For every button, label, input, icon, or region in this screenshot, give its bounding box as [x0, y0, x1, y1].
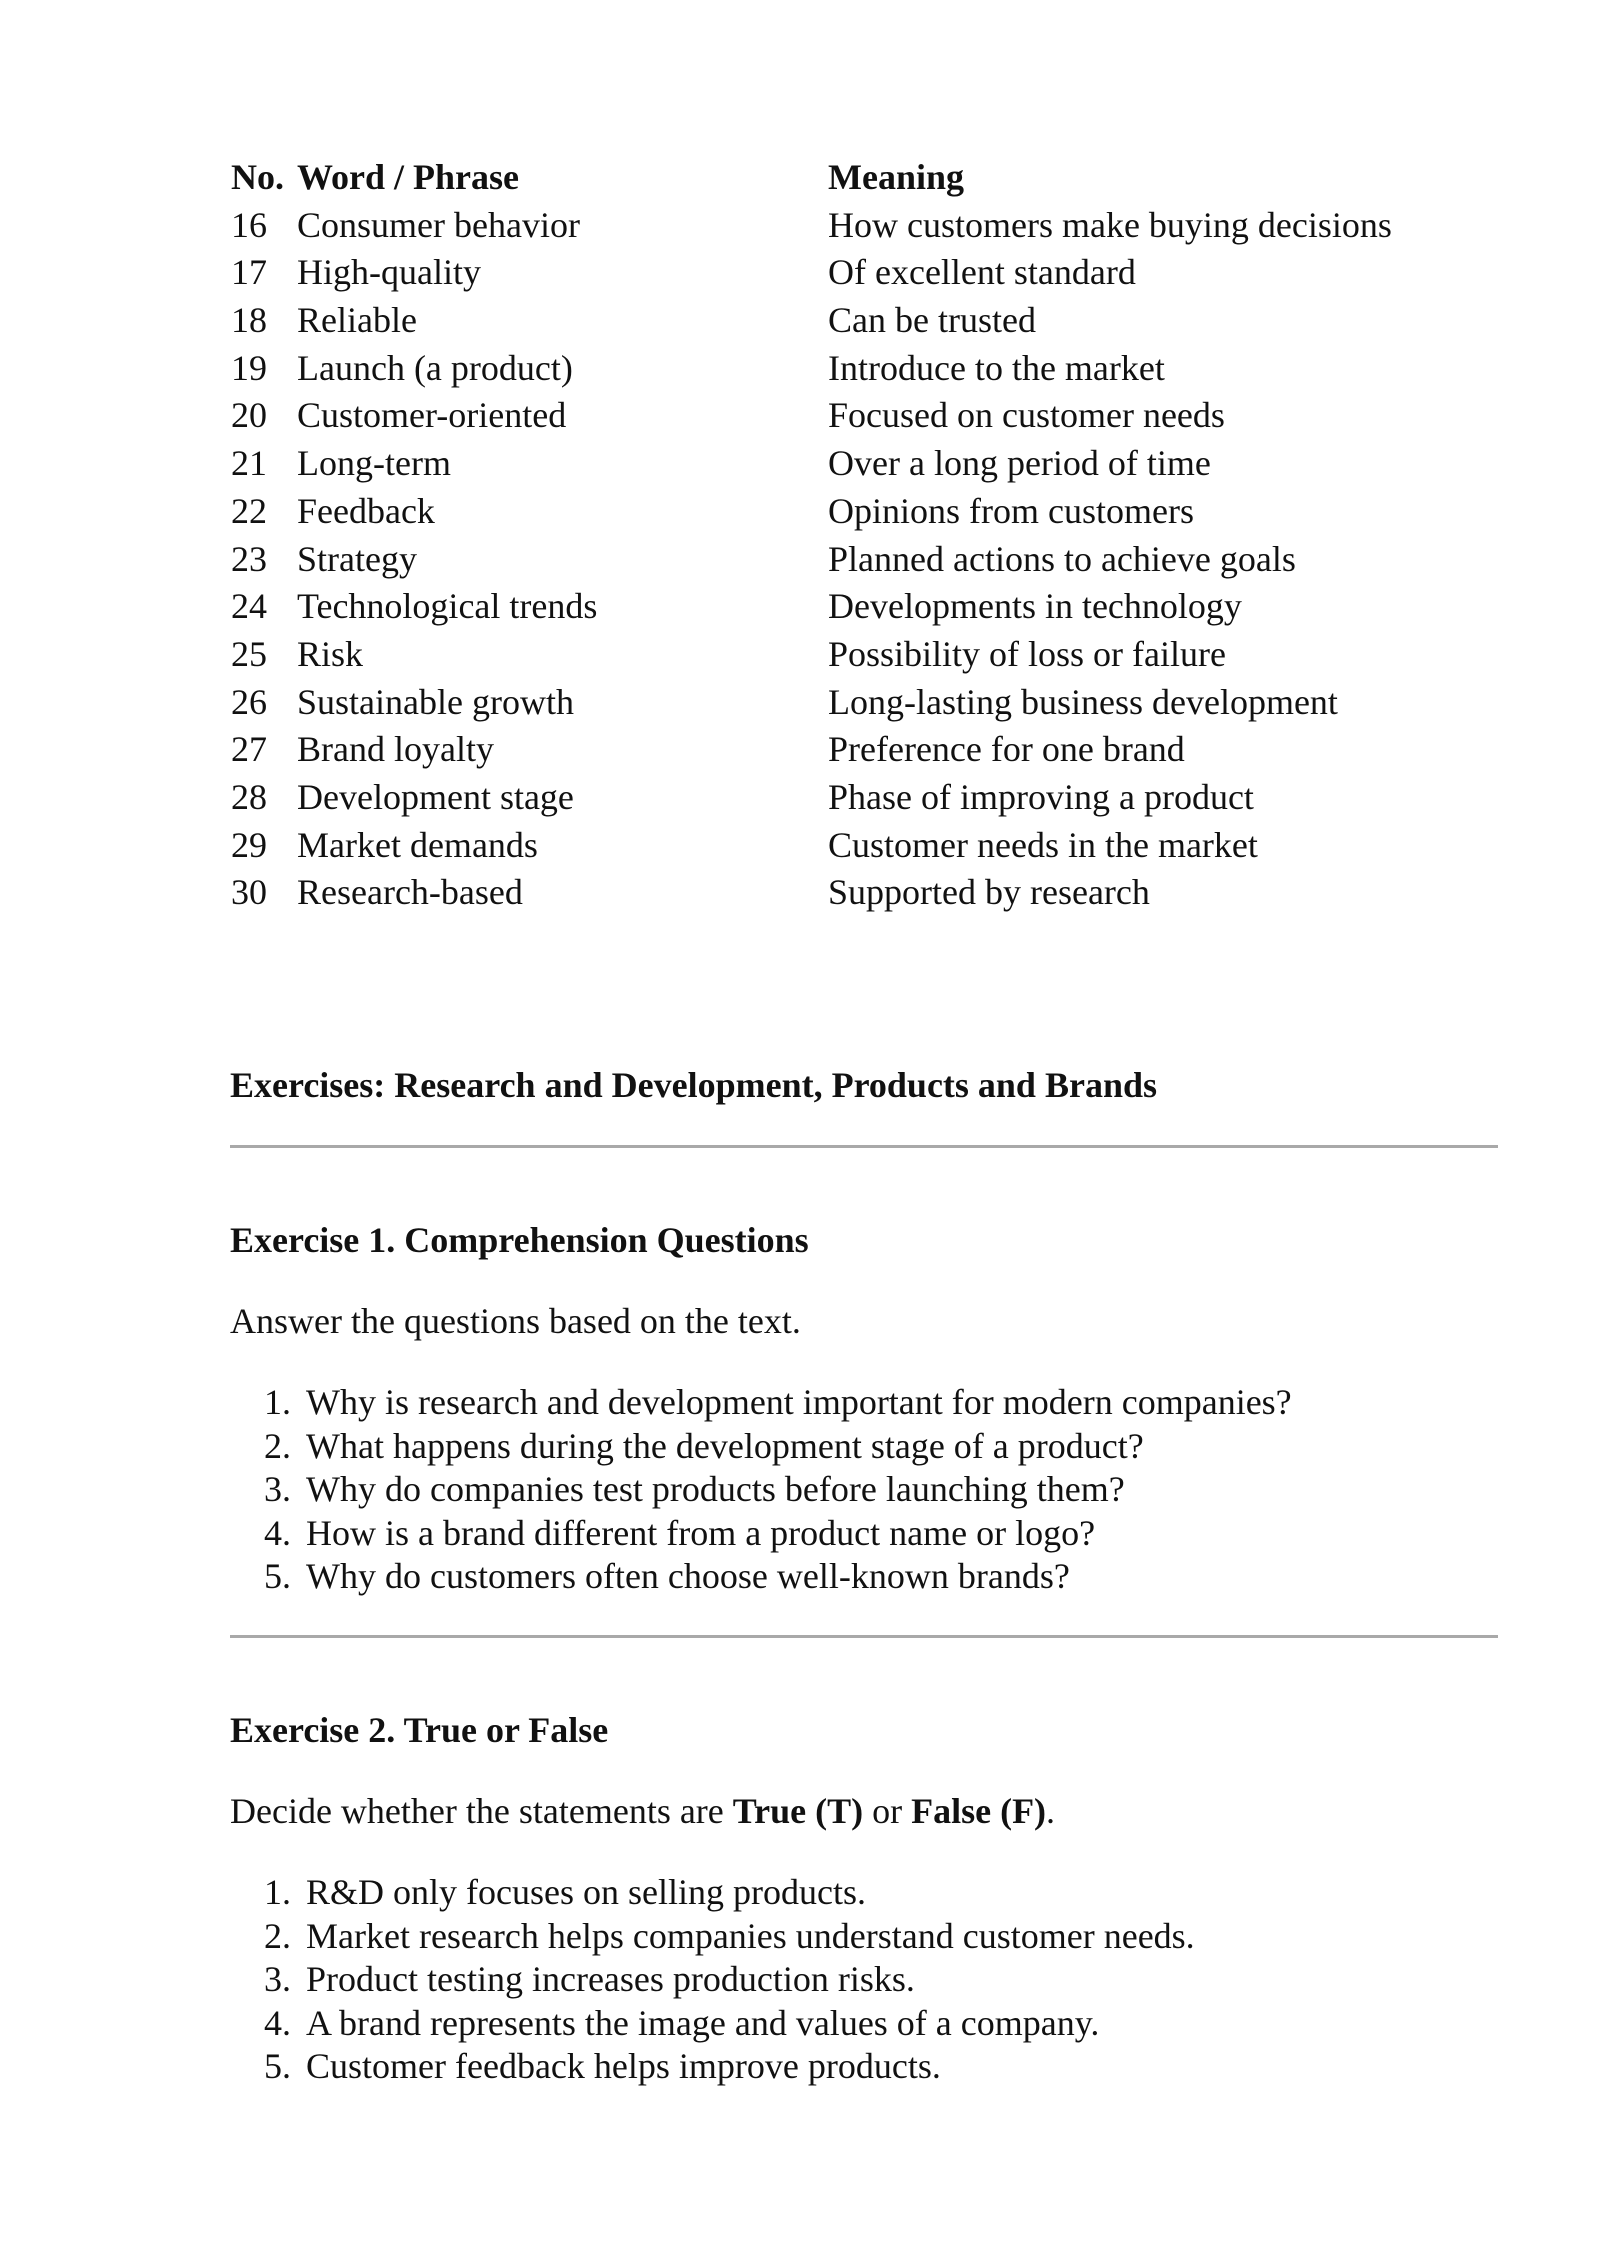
vocabulary-meaning: Developments in technology: [828, 586, 1242, 627]
vocabulary-meaning: Preference for one brand: [828, 729, 1185, 770]
vocabulary-meaning: Focused on customer needs: [828, 395, 1225, 436]
list-item-text: How is a brand different from a product name or logo?: [306, 1512, 1096, 1553]
vocabulary-number: 19: [231, 347, 267, 388]
exercise-2-title: Exercise 2. True or False: [230, 1710, 609, 1750]
vocabulary-meaning: Of excellent standard: [828, 252, 1136, 293]
list-item-number: 2.: [264, 1915, 291, 1956]
vocabulary-number: 22: [231, 490, 267, 531]
vocabulary-word: Sustainable growth: [297, 681, 574, 722]
exercise-2-statement-list: [230, 1871, 1490, 2089]
vocabulary-row: [231, 249, 1471, 297]
vocabulary-word: Launch (a product): [297, 347, 573, 388]
vocabulary-row: [231, 822, 1471, 870]
vocabulary-header-row: [231, 154, 1471, 202]
vocabulary-word: Feedback: [297, 490, 435, 531]
list-item-text: Why do customers often choose well-known brands?: [306, 1556, 1070, 1597]
vocabulary-word: Research-based: [297, 872, 523, 913]
vocabulary-row: [231, 726, 1471, 774]
vocabulary-word: Strategy: [297, 538, 417, 579]
list-item: [230, 2002, 1490, 2046]
vocabulary-table: [231, 154, 1471, 917]
true-label: True (T): [732, 1791, 864, 1831]
vocabulary-number: 28: [231, 776, 267, 817]
list-item: [230, 1871, 1490, 1915]
vocabulary-meaning: Opinions from customers: [828, 490, 1194, 531]
vocabulary-number: 16: [231, 204, 267, 245]
vocabulary-meaning: Long-lasting business development: [828, 681, 1338, 722]
list-item-text: What happens during the development stage of a product?: [306, 1425, 1144, 1466]
divider-1: [230, 1145, 1498, 1148]
instruction-text-after: .: [1046, 1791, 1056, 1831]
vocabulary-row: [231, 202, 1471, 250]
exercise-1-instruction: Answer the questions based on the text.: [230, 1301, 801, 1341]
list-item-number: 2.: [264, 1425, 291, 1466]
vocabulary-word: Reliable: [297, 300, 417, 341]
vocabulary-row: [231, 679, 1471, 727]
list-item-text: Customer feedback helps improve products.: [306, 2046, 941, 2087]
vocabulary-meaning: Supported by research: [828, 872, 1150, 913]
vocabulary-word: High-quality: [297, 252, 481, 293]
list-item-number: 5.: [264, 1556, 291, 1597]
vocabulary-meaning: Phase of improving a product: [828, 776, 1254, 817]
list-item-text: Why is research and development important for modern companies?: [306, 1382, 1292, 1422]
vocabulary-word: Development stage: [297, 776, 574, 817]
list-item-number: 4.: [264, 1512, 291, 1553]
list-item-text: R&D only focuses on selling products.: [306, 1872, 866, 1912]
list-item-number: 4.: [264, 2002, 291, 2043]
list-item-text: A brand represents the image and values of a company.: [306, 2002, 1100, 2043]
vocabulary-word: Consumer behavior: [297, 204, 580, 245]
vocabulary-word: Technological trends: [297, 586, 598, 627]
vocabulary-meaning: Planned actions to achieve goals: [828, 538, 1296, 579]
vocabulary-number: 30: [231, 872, 267, 913]
vocabulary-row: [231, 345, 1471, 393]
header-number: No.: [231, 157, 284, 197]
vocabulary-row: [231, 440, 1471, 488]
vocabulary-number: 27: [231, 729, 267, 770]
vocabulary-number: 26: [231, 681, 267, 722]
list-item: [230, 1958, 1490, 2002]
vocabulary-meaning: Possibility of loss or failure: [828, 633, 1226, 674]
vocabulary-number: 23: [231, 538, 267, 579]
vocabulary-word: Long-term: [297, 443, 451, 484]
vocabulary-row: [231, 392, 1471, 440]
vocabulary-meaning: Over a long period of time: [828, 443, 1211, 484]
false-label: False (F): [911, 1791, 1047, 1831]
list-item: [230, 1915, 1490, 1959]
list-item-text: Market research helps companies understand customer needs.: [306, 1915, 1195, 1956]
exercises-heading: Exercises: Research and Development, Products and Brands: [230, 1065, 1157, 1105]
vocabulary-row: [231, 869, 1471, 917]
list-item-number: 5.: [264, 2046, 291, 2087]
divider-2: [230, 1635, 1498, 1638]
vocabulary-number: 20: [231, 395, 267, 436]
list-item-number: 3.: [264, 1959, 291, 2000]
exercise-1-title: Exercise 1. Comprehension Questions: [230, 1220, 809, 1260]
list-item: [230, 1381, 1490, 1425]
list-item-number: 1.: [264, 1382, 291, 1422]
vocabulary-row: [231, 297, 1471, 345]
instruction-text-before: Decide whether the statements are: [230, 1791, 733, 1831]
vocabulary-word: Customer-oriented: [297, 395, 567, 436]
vocabulary-meaning: Introduce to the market: [828, 347, 1165, 388]
list-item: [230, 1555, 1490, 1599]
vocabulary-row: [231, 536, 1471, 584]
header-meaning: Meaning: [828, 157, 965, 197]
vocabulary-number: 17: [231, 252, 267, 293]
vocabulary-meaning: Customer needs in the market: [828, 824, 1258, 865]
list-item-number: 1.: [264, 1872, 291, 1912]
exercise-2-instruction: [230, 1789, 1055, 1833]
vocabulary-number: 21: [231, 443, 267, 484]
vocabulary-number: 25: [231, 633, 267, 674]
header-word: Word / Phrase: [297, 157, 519, 197]
instruction-text-middle: or: [863, 1791, 912, 1831]
list-item: [230, 1425, 1490, 1469]
vocabulary-rows: [231, 202, 1471, 917]
vocabulary-meaning: Can be trusted: [828, 300, 1036, 341]
list-item-text: Product testing increases production risks.: [306, 1959, 915, 2000]
vocabulary-number: 18: [231, 300, 267, 341]
list-item-number: 3.: [264, 1469, 291, 1510]
vocabulary-word: Risk: [297, 633, 364, 674]
list-item: [230, 2045, 1490, 2089]
vocabulary-row: [231, 631, 1471, 679]
exercise-1-question-list: [230, 1381, 1490, 1599]
list-item: [230, 1512, 1490, 1556]
vocabulary-row: [231, 488, 1471, 536]
vocabulary-number: 24: [231, 586, 267, 627]
vocabulary-row: [231, 774, 1471, 822]
list-item-text: Why do companies test products before launching them?: [306, 1469, 1125, 1510]
vocabulary-meaning: How customers make buying decisions: [828, 204, 1392, 245]
vocabulary-word: Market demands: [297, 824, 538, 865]
vocabulary-word: Brand loyalty: [297, 729, 494, 770]
list-item: [230, 1468, 1490, 1512]
vocabulary-row: [231, 583, 1471, 631]
vocabulary-number: 29: [231, 824, 267, 865]
